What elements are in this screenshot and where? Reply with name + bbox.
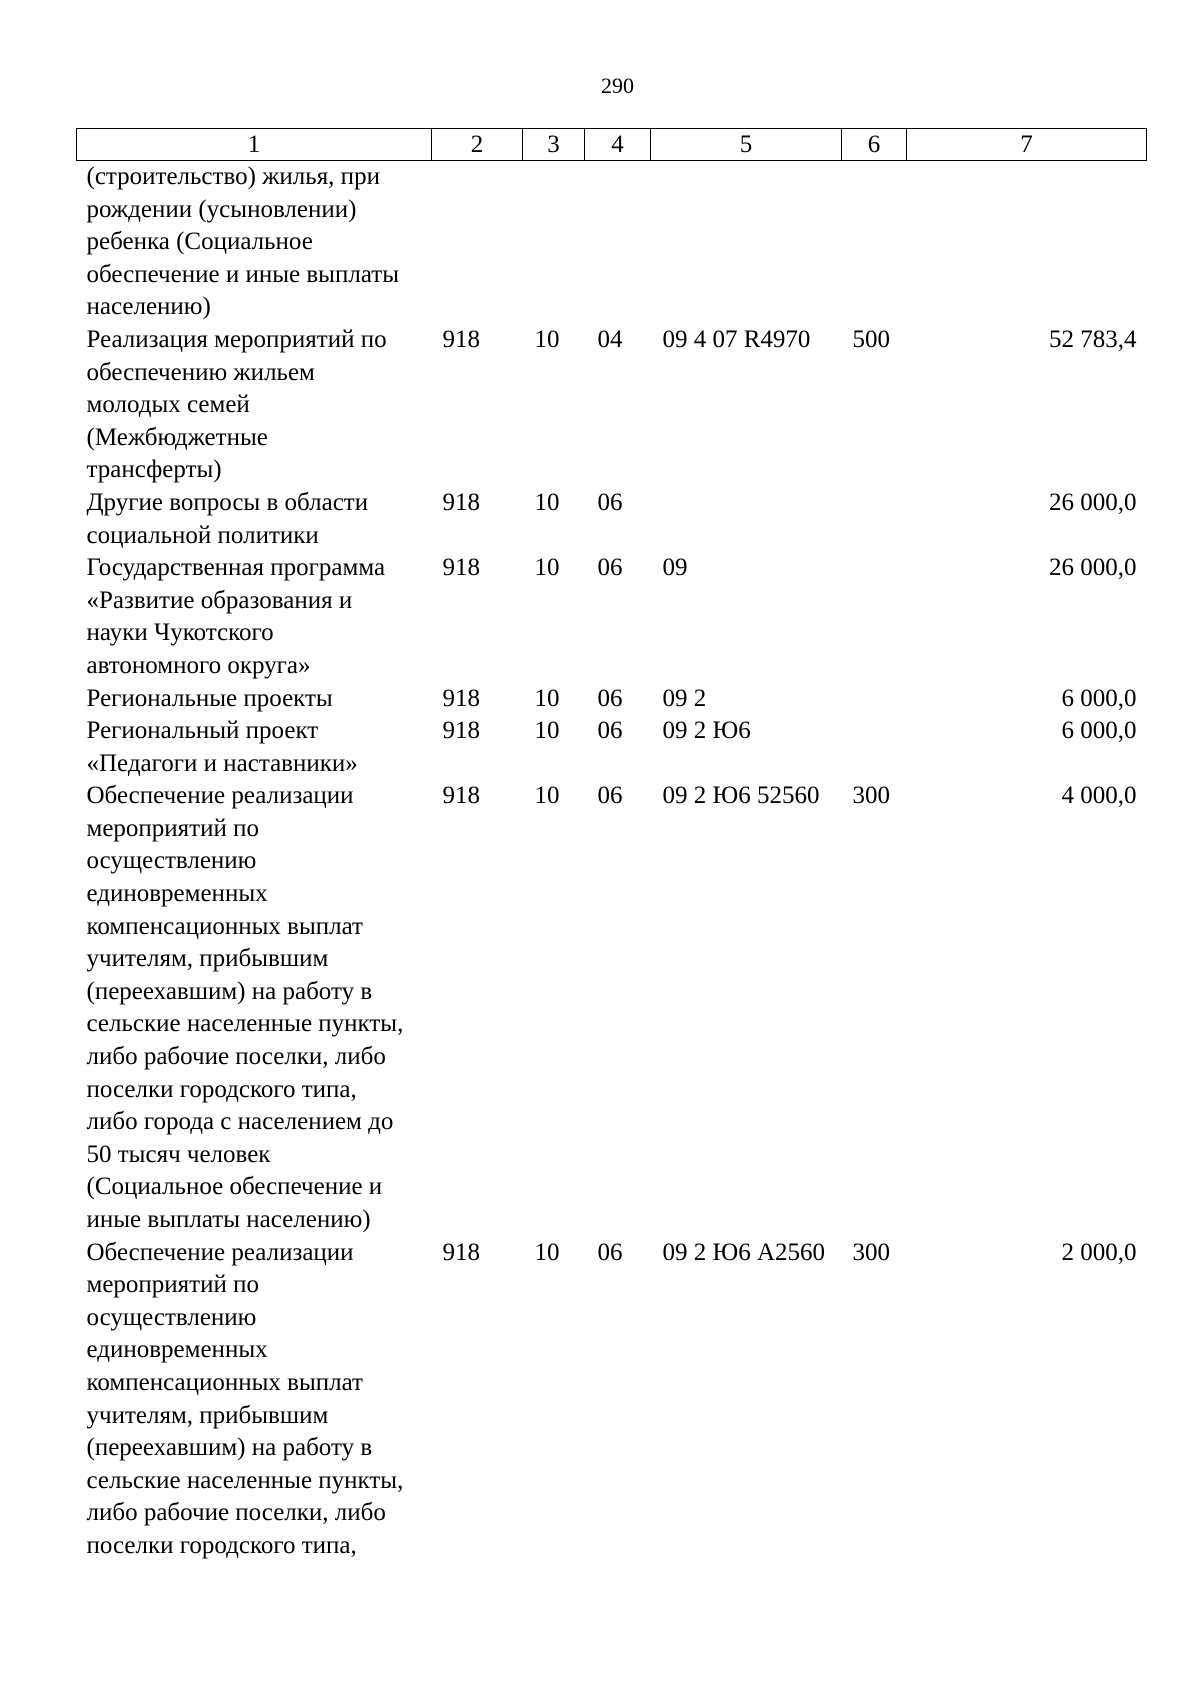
section-code-cell: 10 <box>534 684 560 712</box>
row-name-line: (Межбюджетные <box>86 423 268 451</box>
row-name-line: науки Чукотского <box>86 619 274 647</box>
row-name-line: (переехавшим) на работу в <box>86 977 373 1005</box>
amount-cell: 4 000,0 <box>1061 782 1137 810</box>
row-name-line: (Социальное обеспечение и <box>86 1173 383 1201</box>
target-article-cell: 09 <box>662 554 688 582</box>
ministry-code-cell: 918 <box>442 684 480 712</box>
row-name-line: «Развитие образования и <box>86 586 353 614</box>
table-row <box>77 161 1147 324</box>
ministry-code-cell <box>432 161 523 324</box>
row-name-line: осуществлению <box>86 1303 257 1331</box>
subsection-code-cell <box>585 161 651 324</box>
section-code-cell: 10 <box>534 554 560 582</box>
row-name-line: единовременных <box>86 1336 268 1364</box>
section-code-cell: 10 <box>534 488 560 516</box>
column-header-4: 4 <box>585 129 651 161</box>
row-name-line: рождении (усыновлении) <box>86 195 357 223</box>
section-code-cell: 10 <box>534 717 560 745</box>
row-name-line: обеспечению жильем <box>86 358 315 386</box>
row-name-line: Государственная программа <box>86 554 386 582</box>
column-header-2: 2 <box>432 129 523 161</box>
row-name-line: молодых семей <box>86 391 250 419</box>
table-row <box>77 715 1147 780</box>
column-header-1: 1 <box>77 129 432 161</box>
target-article-cell <box>651 161 842 324</box>
table-header <box>77 129 1147 161</box>
amount-cell: 52 783,4 <box>1049 325 1137 353</box>
table-row <box>77 1237 1147 1563</box>
ministry-code-cell: 918 <box>442 325 480 353</box>
expense-type-cell <box>842 552 907 682</box>
table-row <box>77 780 1147 1236</box>
target-article-cell: 09 2 Ю6 <box>662 717 751 745</box>
subsection-code-cell: 06 <box>597 554 623 582</box>
amount-cell: 6 000,0 <box>1061 684 1137 712</box>
row-name-cell <box>77 552 432 682</box>
row-name-line: мероприятий по <box>86 1271 259 1299</box>
row-name-line: Региональный проект <box>86 717 319 745</box>
budget-table <box>76 128 1147 1563</box>
expense-type-cell: 300 <box>852 1238 890 1266</box>
target-article-cell: 09 2 Ю6 А2560 <box>662 1238 825 1266</box>
row-name-line: поселки городского типа, <box>86 1531 357 1559</box>
row-name-line: «Педагоги и наставники» <box>86 749 358 777</box>
row-name-line: Другие вопросы в области <box>86 488 369 516</box>
column-header-6: 6 <box>842 129 907 161</box>
target-article-cell: 09 4 07 R4970 <box>662 325 811 353</box>
amount-cell: 26 000,0 <box>1049 488 1137 516</box>
expense-type-cell <box>842 161 907 324</box>
ministry-code-cell: 918 <box>442 554 480 582</box>
row-name-line: обеспечение и иные выплаты <box>86 260 399 288</box>
target-article-cell <box>651 487 842 552</box>
row-name-line: осуществлению <box>86 847 257 875</box>
row-name-cell <box>77 487 432 552</box>
table-row <box>77 552 1147 682</box>
expense-type-cell: 300 <box>852 782 890 810</box>
ministry-code-cell: 918 <box>442 1238 480 1266</box>
expense-type-cell <box>842 683 907 716</box>
row-name-cell <box>77 324 432 487</box>
amount-cell: 6 000,0 <box>1061 717 1137 745</box>
section-code-cell <box>523 161 585 324</box>
row-name-line: либо рабочие поселки, либо <box>86 1499 386 1527</box>
row-name-line: либо рабочие поселки, либо <box>86 1043 386 1071</box>
row-name-cell <box>77 161 432 324</box>
row-name-line: иные выплаты населению) <box>86 1206 371 1233</box>
row-name-line: социальной политики <box>86 521 319 549</box>
ministry-code-cell: 918 <box>442 782 480 810</box>
row-name-line: ребенка (Социальное <box>86 228 313 256</box>
row-name-line: мероприятий по <box>86 814 259 842</box>
row-name-line: учителям, прибывшим <box>86 1401 329 1429</box>
column-header-3: 3 <box>523 129 585 161</box>
row-name-cell <box>77 780 432 1236</box>
table-body <box>77 161 1147 1563</box>
amount-cell: 26 000,0 <box>1049 554 1137 582</box>
row-name-line: сельские населенные пункты, <box>86 1010 404 1038</box>
row-name-line: Обеспечение реализации <box>86 1238 354 1266</box>
section-code-cell: 10 <box>534 325 560 353</box>
row-name-line: компенсационных выплат <box>86 1368 363 1396</box>
header-row <box>77 129 1147 161</box>
row-name-line: единовременных <box>86 880 268 908</box>
subsection-code-cell: 04 <box>597 325 623 353</box>
table-row <box>77 324 1147 487</box>
row-name-line: автономного округа» <box>86 651 311 679</box>
subsection-code-cell: 06 <box>597 1238 623 1266</box>
page-number: 290 <box>601 73 634 98</box>
row-name-cell <box>77 715 432 780</box>
expense-type-cell: 500 <box>852 325 890 353</box>
subsection-code-cell: 06 <box>597 684 623 712</box>
table-row <box>77 487 1147 552</box>
target-article-cell: 09 2 Ю6 52560 <box>662 782 820 810</box>
row-name-line: либо города с населением до <box>86 1108 394 1136</box>
row-name-line: Региональные проекты <box>86 684 333 712</box>
row-name-line: Реализация мероприятий по <box>86 325 387 353</box>
row-name-line: (строительство) жилья, при <box>86 163 380 190</box>
row-name-line: населению) <box>86 293 211 321</box>
row-name-line: Обеспечение реализации <box>86 782 354 810</box>
expense-type-cell <box>842 487 907 552</box>
section-code-cell: 10 <box>534 782 560 810</box>
ministry-code-cell: 918 <box>442 488 480 516</box>
row-name-line: учителям, прибывшим <box>86 945 329 973</box>
row-name-cell <box>77 683 432 716</box>
ministry-code-cell: 918 <box>442 717 480 745</box>
table-row <box>77 683 1147 716</box>
amount-cell <box>907 161 1147 324</box>
subsection-code-cell: 06 <box>597 488 623 516</box>
row-name-line: (переехавшим) на работу в <box>86 1434 373 1462</box>
expense-type-cell <box>842 715 907 780</box>
target-article-cell: 09 2 <box>662 684 707 712</box>
amount-cell: 2 000,0 <box>1061 1238 1137 1266</box>
row-name-cell <box>77 1237 432 1563</box>
subsection-code-cell: 06 <box>597 782 623 810</box>
row-name-line: сельские населенные пункты, <box>86 1466 404 1494</box>
row-name-line: трансферты) <box>86 456 222 484</box>
row-name-line: компенсационных выплат <box>86 912 363 940</box>
section-code-cell: 10 <box>534 1238 560 1266</box>
row-name-line: поселки городского типа, <box>86 1075 357 1103</box>
row-name-line: 50 тысяч человек <box>86 1140 271 1168</box>
column-header-7: 7 <box>907 129 1147 161</box>
column-header-5: 5 <box>651 129 842 161</box>
subsection-code-cell: 06 <box>597 717 623 745</box>
